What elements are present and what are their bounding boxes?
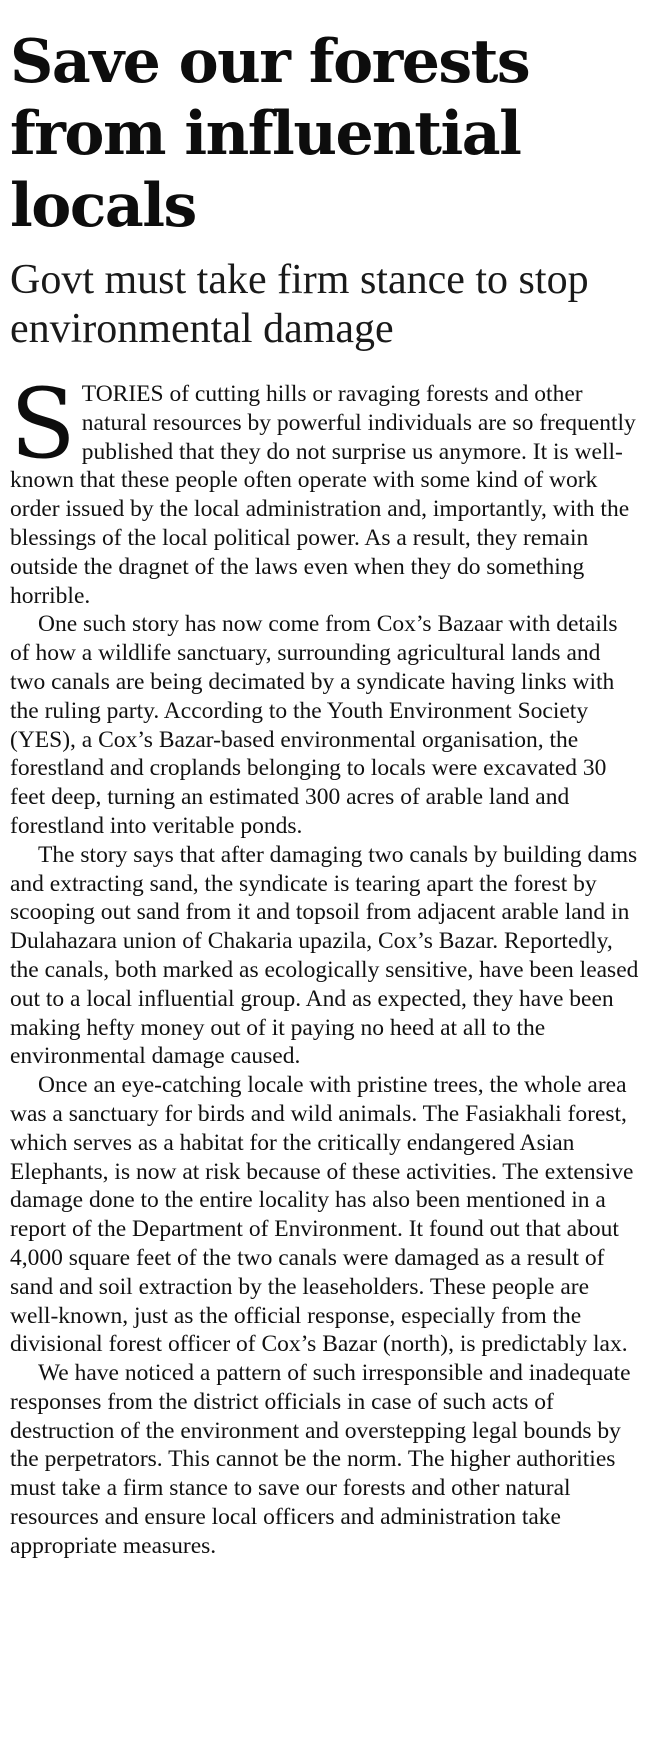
headline: Save our forests from influential locals — [10, 27, 530, 241]
paragraph-1-text: TORIES of cutting hills or ravaging forests and other natural resources by powerful individuals are so frequently published that they do not surprise us anymore. It is well-known that these people often operate with some kind of work order issued by the local administration and, importantly, with the blessings of the local political power. As a result, they remain outside the dragnet of the laws even when they do something horrible. — [10, 381, 636, 609]
paragraph-5: We have noticed a pattern of such irresponsible and inadequate responses from the district officials in case of such acts of destruction of the environment and overstepping legal bounds by the perpetrators. This cannot be the norm. The higher authorities must take a firm stance to save our forests and other natural resources and ensure local officers and administration take appropriate measures. — [10, 1360, 631, 1559]
paragraph-4: Once an eye-catching locale with pristine trees, the whole area was a sanctuary for birds and wild animals. The Fasiakhali forest, which serves as a habitat for the critically endangered Asian Elephants, is now at risk because of these activities. The extensive damage done to the entire locality has also been mentioned in a report of the Department of Environment. It found out that about 4,000 square feet of the two canals were damaged as a result of sand and soil extraction by the leaseholders. These people are well-known, just as the official response, especially from the divisional forest officer of Cox’s Bazar (north), is predictably lax. — [10, 1072, 634, 1358]
subheadline: Govt must take firm stance to stop environmental damage — [10, 257, 589, 352]
paragraph-1 — [10, 368, 640, 610]
editorial-article — [10, 26, 640, 1561]
drop-cap: S — [10, 368, 76, 480]
article-body — [10, 368, 640, 1561]
paragraph-3: The story says that after damaging two canals by building dams and extracting sand, the syndicate is tearing apart the forest by scooping out sand from it and topsoil from adjacent arable land in Dulahazara union of Chakaria upazila, Cox’s Bazar. Reportedly, the canals, both marked as ecologically sensitive, have been leased out to a local influential group. And as expected, they have been making hefty money out of it paying no heed at all to the environmental damage caused. — [10, 841, 639, 1070]
paragraph-2: One such story has now come from Cox’s Bazaar with details of how a wildlife sanctuary, surrounding agricultural lands and two canals are being decimated by a syndicate having links with the ruling party. According to the Youth Environment Society (YES), a Cox’s Bazar-based environmental organisation, the forestland and croplands belonging to locals were excavated 30 feet deep, turning an estimated 300 acres of arable land and forestland into veritable ponds. — [10, 611, 618, 839]
